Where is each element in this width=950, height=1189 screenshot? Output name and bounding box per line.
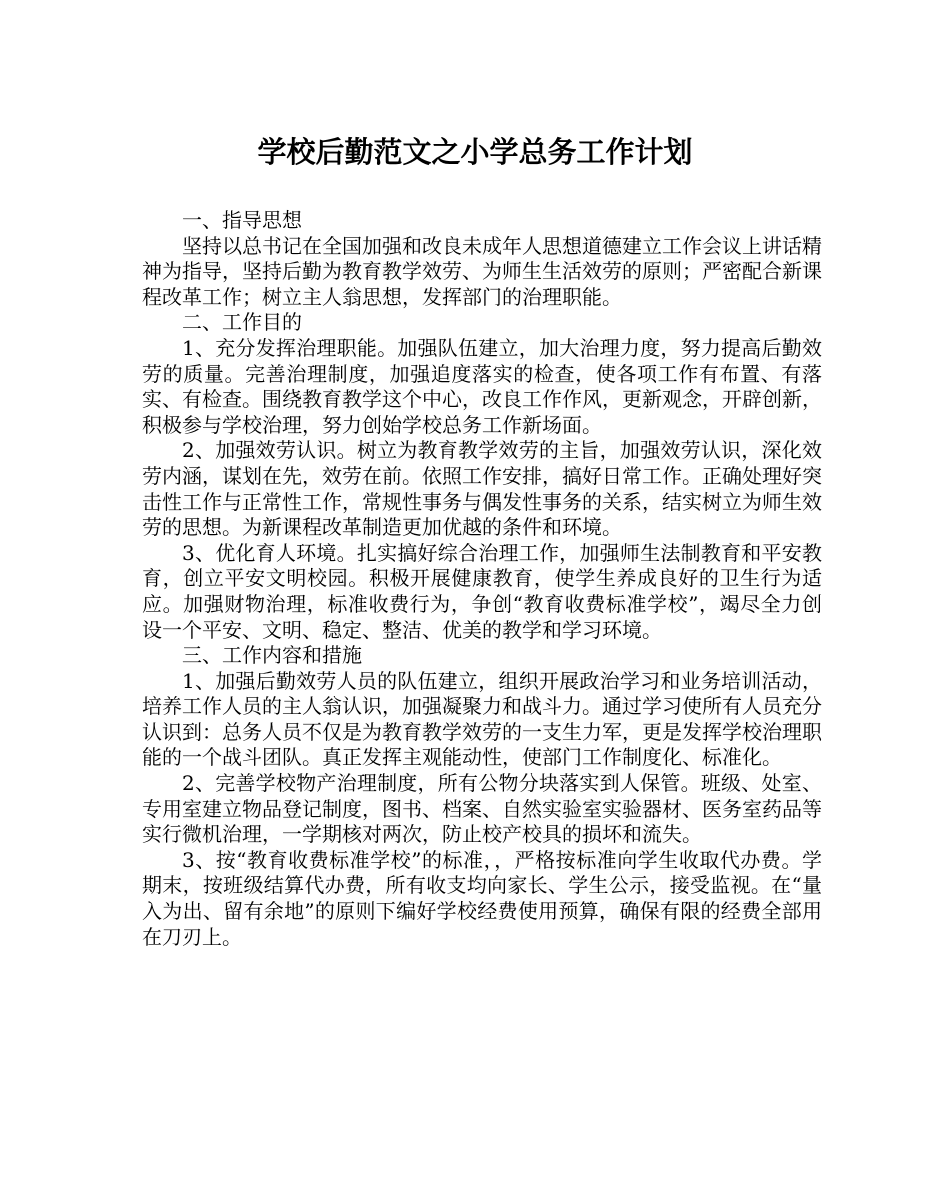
document-body: [142, 208, 822, 950]
document-title: 学校后勤范文之小学总务工作计划: [257, 135, 693, 169]
paragraph-measure-1: 1、加强后勤效劳人员的队伍建立，组织开展政治学习和业务培训活动，培养工作人员的主人翁认识，加强凝聚力和战斗力。通过学习使所有人员充分认识到：总务人员不仅是为教育教学效劳的一支生力军，更是发挥学校治理职能的一个战斗团队。真正发挥主观能动性，使部门工作制度化、标准化。: [142, 668, 822, 770]
paragraph-guiding-ideology: 坚持以总书记在全国加强和改良未成年人思想道德建立工作会议上讲话精神为指导，坚持后勤为教育教学效劳、为师生生活效劳的原则；严密配合新课程改革工作；树立主人翁思想，发挥部门的治理职能。: [142, 233, 822, 309]
paragraph-goal-3: 3、优化育人环境。扎实搞好综合治理工作，加强师生法制教育和平安教育，创立平安文明校园。积极开展健康教育，使学生养成良好的卫生行为适应。加强财物治理，标准收费行为，争创“教育收费标准学校”，竭尽全力创设一个平安、文明、稳定、整洁、优美的教学和学习环境。: [142, 540, 822, 642]
section-heading-content-measures: 三、工作内容和措施: [182, 643, 362, 668]
paragraph-goal-1: 1、充分发挥治理职能。加强队伍建立，加大治理力度，努力提高后勤效劳的质量。完善治理制度，加强追度落实的检查，使各项工作有布置、有落实、有检查。围绕教育教学这个中心，改良工作作风，更新观念，开辟创新，积极参与学校治理，努力创始学校总务工作新场面。: [142, 335, 822, 437]
section-heading-work-goals: 二、工作目的: [182, 310, 302, 335]
paragraph-goal-2: 2、加强效劳认识。树立为教育教学效劳的主旨，加强效劳认识，深化效劳内涵，谋划在先，效劳在前。依照工作安排，搞好日常工作。正确处理好突击性工作与正常性工作，常规性事务与偶发性事务的关系，结实树立为师生效劳的思想。为新课程改革制造更加优越的条件和环境。: [142, 438, 822, 540]
section-heading-guiding-ideology: 一、指导思想: [182, 208, 302, 232]
paragraph-measure-2: 2、完善学校物产治理制度，所有公物分块落实到人保管。班级、处室、专用室建立物品登记制度，图书、档案、自然实验室实验器材、医务室药品等实行微机治理，一学期核对两次，防止校产校具的损坏和流失。: [142, 771, 822, 847]
paragraph-measure-3: 3、按“教育收费标准学校”的标准，，严格按标准向学生收取代办费。学期末，按班级结算代办费，所有收支均向家长、学生公示，接受监视。在“量入为出、留有余地”的原则下编好学校经费使用预算，确保有限的经费全部用在刀刃上。: [142, 847, 822, 949]
